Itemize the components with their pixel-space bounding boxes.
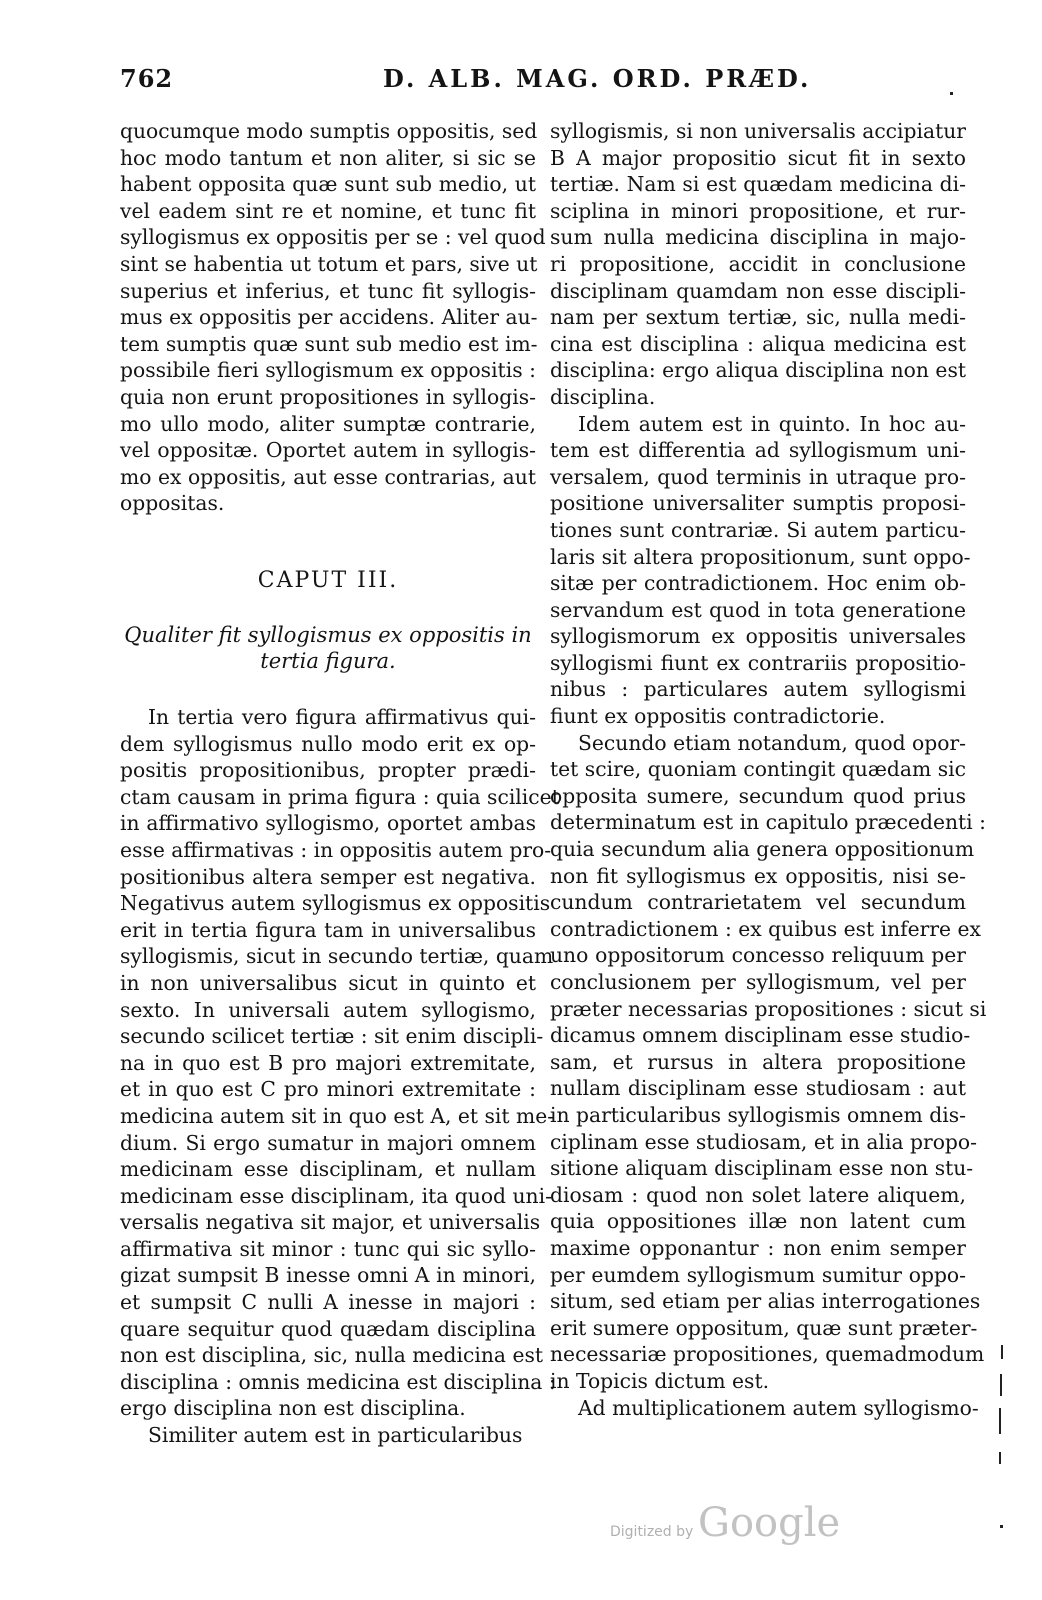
scan-mark [1000,1374,1002,1396]
text-line: tem sumptis quæ sunt sub medio est im- [120,331,538,356]
text-line: syllogismorum ex oppositis universales [550,624,966,649]
text-line: Negativus autem syllogismus ex oppositis [120,891,551,916]
text-line: maxime opponantur : non enim semper [550,1235,966,1260]
text-line: vel eadem sint re et nomine, et tunc fit [120,198,536,223]
text-line: sitæ per contradictionem. Hoc enim ob- [550,571,966,596]
text-line: sciplina in minori propositione, et rur- [550,198,966,223]
text-line: cina est disciplina : aliqua medicina est [550,331,966,356]
text-line: sum nulla medicina disciplina in majo- [550,225,966,250]
text-line: in Topicis dictum est. [550,1368,770,1393]
text-line: per eumdem syllogismum sumitur oppo- [550,1262,966,1287]
right-column [550,118,987,1421]
text-line: medicinam esse disciplinam, et nullam [120,1157,536,1182]
text-line: laris sit altera propositionum, sunt oppo- [550,544,971,569]
chapter-title: CAPUT III. [257,568,399,593]
subtitle-line: Qualiter fit syllogismus ex oppositis in [124,623,532,647]
text-line: in non universalibus sicut in quinto et [120,970,536,995]
text-line: sexto. In universali autem syllogismo, [120,997,536,1022]
text-line: positione universaliter sumptis proposi- [550,491,966,516]
text-line: disciplina: ergo aliqua disciplina non est [550,358,966,383]
text-line: non est disciplina, sic, nulla medicina est [120,1343,544,1368]
text-line: erit sumere oppositum, quæ sunt præter- [550,1315,978,1340]
text-line: et sumpsit C nulli A inesse in majori : [120,1290,536,1315]
text-line: tet scire, quoniam contingit quædam sic [550,757,966,782]
text-line: conclusionem per syllogismum, vel per [550,970,966,994]
text-line: quare sequitur quod quædam disciplina [120,1316,536,1341]
text-line: determinatum est in capitulo præcedenti : [550,810,986,835]
text-line: sint se habentia ut totum et pars, sive ut [120,251,538,276]
scan-mark [999,1452,1001,1464]
text-line: in particularibus syllogismis omnem dis- [550,1102,966,1127]
text-line: positionibus altera semper est negativa. [120,864,536,889]
text-line: erit in tertia figura tam in universalibus [120,917,536,942]
text-line: situm, sed etiam per alias interrogationes [550,1289,981,1314]
text-line: tiones sunt contrariæ. Si autem particu- [550,517,966,542]
text-line: quocumque modo sumptis oppositis, sed [120,119,538,143]
text-line: syllogismis, si non universalis accipiatur [550,119,966,143]
text-line: gizat sumpsit B inesse omni A in minori, [120,1263,536,1288]
text-line: syllogismis, sicut in secundo tertiæ, quam [120,944,554,969]
text-line: quia non erunt propositiones in syllogis- [120,384,536,409]
text-line: mo ullo modo, aliter sumptæ contrarie, [120,411,536,436]
text-line: affirmativa sit minor : tunc qui sic syllo- [120,1236,536,1261]
text-line: nam per sextum tertiæ, sic, nulla medi- [550,305,966,330]
text-line: cundum contrarietatem vel secundum [550,890,966,915]
google-logo: Google [698,1500,841,1546]
text-line: oppositas. [120,491,225,516]
text-line: dicamus omnem disciplinam esse studio- [550,1023,971,1048]
page-number: 762 [120,64,174,93]
text-line: dem syllogismus nullo modo erit ex op- [120,731,536,756]
text-line: Idem autem est in quinto. In hoc au- [578,411,966,436]
text-line: esse affirmativas : in oppositis autem pro- [120,837,552,862]
text-line: quia oppositiones illæ non latent cum [550,1209,966,1234]
page-header [0,64,1042,104]
text-line: syllogismi fiunt ex contrariis propositio- [550,650,966,675]
text-line: In tertia vero figura affirmativus qui- [148,705,536,729]
scan-mark [1000,1525,1003,1528]
text-line: B A major propositio sicut fit in sexto [550,145,966,170]
text-line: medicinam esse disciplinam, ita quod uni- [120,1183,552,1208]
text-line: ctam causam in prima figura : quia scilicet [120,784,560,809]
text-line: non fit syllogismus ex oppositis, nisi se- [550,863,966,888]
text-line: ri propositione, accidit in conclusione [550,251,966,276]
text-line: medicina autem sit in quo est A, et sit me- [120,1103,555,1128]
text-line: sitione aliquam disciplinam esse non stu- [550,1156,974,1181]
text-line: mus ex oppositis per accidens. Aliter au- [120,305,538,330]
text-line: mo ex oppositis, aut esse contrarias, aut [120,464,536,489]
text-line: Ad multiplicationem autem syllogismo- [578,1395,979,1420]
subtitle-line: tertia figura. [260,649,396,673]
text-line: et in quo est C pro minori extremitate : [120,1077,536,1102]
text-line: Secundo etiam notandum, quod opor- [578,730,966,755]
text-line: contradictionem : ex quibus est inferre ex [550,916,981,941]
text-line: habent opposita quæ sunt sub medio, ut [120,172,536,197]
text-line: diosam : quod non solet latere aliquem, [550,1182,966,1207]
scan-mark [999,1408,1001,1434]
text-line: dium. Si ergo sumatur in majori omnem [120,1130,536,1155]
text-line: na in quo est B pro majori extremitate, [120,1050,536,1075]
text-line: ergo disciplina non est disciplina. [120,1396,466,1421]
left-column-bottom [120,704,560,1449]
text-line: ciplinam esse studiosam, et in alia propo- [550,1129,977,1154]
text-line: hoc modo tantum et non aliter, si sic se [120,145,536,170]
text-line: sam, et rursus in altera propositione [550,1049,966,1074]
chapter-subtitle [120,622,536,674]
text-line: nullam disciplinam esse studiosam : aut [550,1076,966,1101]
text-line: nibus : particulares autem syllogismi [550,677,966,702]
text-line: syllogismus ex oppositis per se : vel quod [120,225,546,250]
text-line: disciplinam quamdam non esse discipli- [550,278,966,303]
text-line: superius et inferius, et tunc fit syllogis- [120,278,536,303]
digitized-by-label: Digitized by [610,1524,694,1540]
text-line: versalem, quod terminis in utraque pro- [550,464,966,489]
text-line: tem est differentia ad syllogismum uni- [550,438,966,463]
left-column-top [120,118,546,517]
text-line: positis propositionibus, propter prædi- [120,758,536,783]
text-line: disciplina. [550,384,656,409]
text-line: secundo scilicet tertiæ : sit enim discipli- [120,1024,544,1049]
text-line: tertiæ. Nam si est quædam medicina di- [550,172,966,197]
text-line: uno oppositorum concesso reliquum per [550,943,966,968]
running-head: D. ALB. MAG. ORD. PRÆD. [383,64,812,93]
text-line: in affirmativo syllogismo, oportet ambas [120,811,536,836]
text-line: servandum est quod in tota generatione [550,597,966,622]
text-line: quia secundum alia genera oppositionum [550,837,975,862]
text-line: necessariæ propositiones, quemadmodum [550,1342,985,1367]
text-line: fiunt ex oppositis contradictorie. [550,704,886,729]
text-line: præter necessarias propositiones : sicut si [550,996,987,1021]
scan-mark [950,92,953,95]
text-line: vel oppositæ. Oportet autem in syllogis- [120,438,536,463]
text-line: Similiter autem est in particularibus [148,1423,523,1448]
text-line: opposita sumere, secundum quod prius [550,783,966,808]
text-line: disciplina : omnis medicina est disciplina : [120,1369,556,1394]
text-line: versalis negativa sit major, et universalis [120,1210,541,1235]
text-line: possibile fieri syllogismum ex oppositis : [120,358,536,383]
scan-mark [1001,1345,1003,1359]
